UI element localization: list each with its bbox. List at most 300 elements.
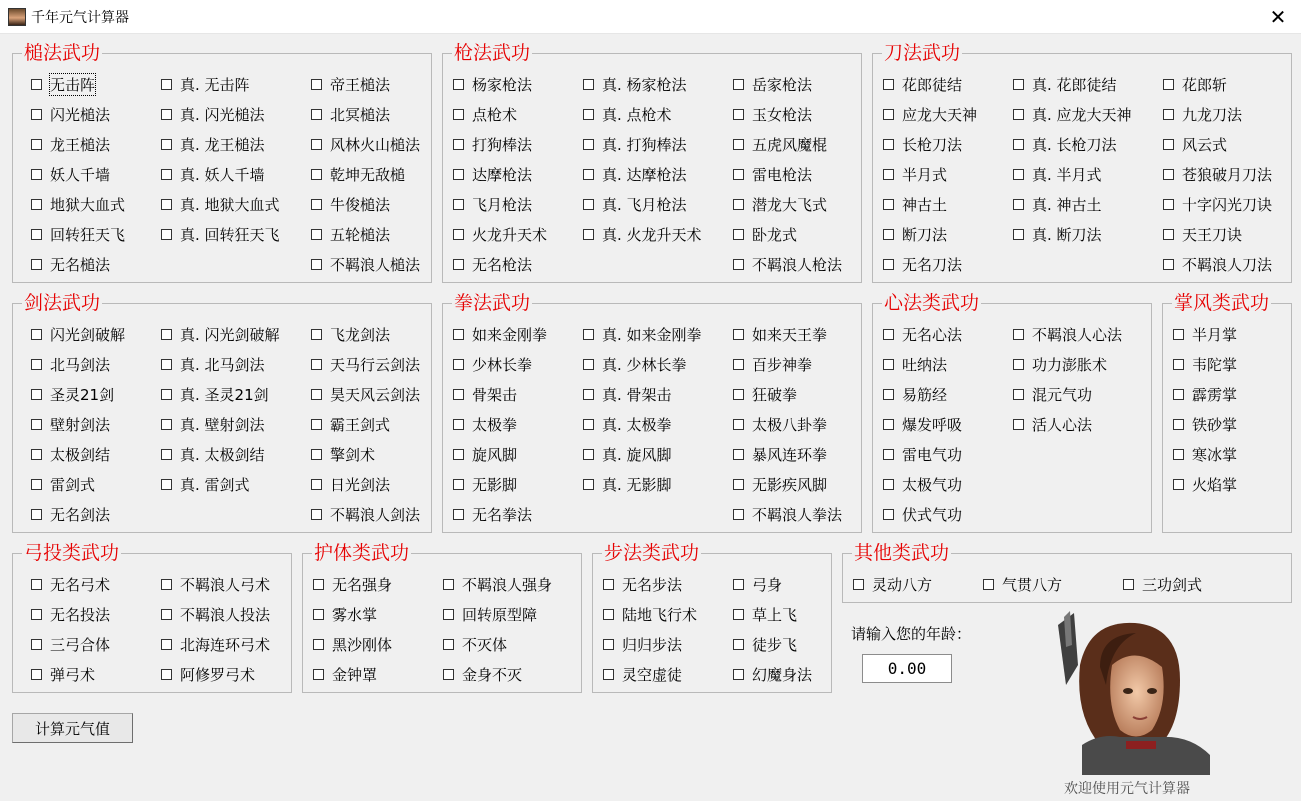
checkbox-box[interactable] (1013, 359, 1024, 370)
skill-checkbox[interactable] (1013, 324, 1122, 344)
checkbox-box[interactable] (583, 139, 594, 150)
checkbox-box[interactable] (1013, 389, 1024, 400)
skill-checkbox[interactable] (31, 604, 110, 624)
checkbox-box[interactable] (1013, 199, 1024, 210)
checkbox-box[interactable] (31, 669, 42, 680)
checkbox-box[interactable] (31, 199, 42, 210)
skill-checkbox[interactable] (161, 604, 270, 624)
checkbox-box[interactable] (883, 329, 894, 340)
checkbox-box[interactable] (311, 229, 322, 240)
skill-checkbox[interactable] (883, 474, 962, 494)
checkbox-box[interactable] (1163, 109, 1174, 120)
checkbox-box[interactable] (883, 199, 894, 210)
checkbox-label: 太极八卦拳 (752, 415, 828, 434)
skill-checkbox[interactable] (883, 224, 947, 244)
checkbox-box[interactable] (1163, 229, 1174, 240)
skill-checkbox[interactable] (733, 604, 797, 624)
skill-checkbox[interactable] (603, 664, 682, 684)
skill-checkbox[interactable] (733, 224, 797, 244)
checkbox-box[interactable] (883, 479, 894, 490)
checkbox-box[interactable] (453, 199, 464, 210)
checkbox-box[interactable] (453, 79, 464, 90)
skill-checkbox[interactable] (311, 194, 390, 214)
skill-checkbox[interactable] (311, 224, 390, 244)
checkbox-box[interactable] (883, 359, 894, 370)
checkbox-box[interactable] (1173, 389, 1184, 400)
checkbox-box[interactable] (733, 359, 744, 370)
skill-checkbox[interactable] (1163, 134, 1227, 154)
checkbox-box[interactable] (31, 329, 42, 340)
skill-checkbox[interactable] (161, 164, 265, 184)
skill-checkbox[interactable] (733, 164, 812, 184)
skill-checkbox[interactable] (31, 384, 114, 404)
skill-checkbox[interactable] (31, 254, 110, 274)
skill-checkbox[interactable] (1013, 164, 1102, 184)
checkbox-box[interactable] (733, 479, 744, 490)
checkbox-box[interactable] (883, 419, 894, 430)
checkbox-box[interactable] (1173, 329, 1184, 340)
checkbox-box[interactable] (733, 109, 744, 120)
checkbox-box[interactable] (31, 229, 42, 240)
skill-checkbox[interactable] (161, 104, 265, 124)
skill-checkbox[interactable] (453, 164, 532, 184)
checkbox-box[interactable] (583, 449, 594, 460)
skill-checkbox[interactable] (733, 254, 842, 274)
checkbox-box[interactable] (161, 669, 172, 680)
checkbox-box[interactable] (983, 579, 994, 590)
skill-checkbox[interactable] (1013, 104, 1132, 124)
skill-checkbox[interactable] (733, 474, 827, 494)
skill-checkbox[interactable] (1173, 354, 1237, 374)
skill-checkbox[interactable] (311, 324, 390, 344)
skill-checkbox[interactable] (161, 134, 265, 154)
checkbox-box[interactable] (31, 79, 42, 90)
checkbox-box[interactable] (161, 639, 172, 650)
skill-checkbox[interactable] (311, 164, 405, 184)
checkbox-box[interactable] (161, 109, 172, 120)
skill-checkbox[interactable] (733, 324, 827, 344)
skill-checkbox[interactable] (443, 664, 522, 684)
skill-checkbox[interactable] (1173, 324, 1237, 344)
skill-checkbox[interactable] (1013, 74, 1117, 94)
checkbox-box[interactable] (733, 579, 744, 590)
checkbox-box[interactable] (161, 229, 172, 240)
skill-checkbox[interactable] (733, 74, 812, 94)
checkbox-box[interactable] (603, 669, 614, 680)
skill-checkbox[interactable] (161, 634, 270, 654)
checkbox-box[interactable] (853, 579, 864, 590)
skill-checkbox[interactable] (853, 574, 932, 594)
checkbox-box[interactable] (1013, 109, 1024, 120)
checkbox-box[interactable] (603, 609, 614, 620)
checkbox-label: 地狱大血式 (50, 195, 126, 214)
skill-checkbox[interactable] (883, 384, 947, 404)
skill-checkbox[interactable] (161, 444, 265, 464)
calculate-button[interactable]: 计算元气值 (12, 713, 133, 743)
checkbox-box[interactable] (733, 639, 744, 650)
checkbox-box[interactable] (733, 139, 744, 150)
checkbox-box[interactable] (31, 109, 42, 120)
checkbox-box[interactable] (733, 449, 744, 460)
checkbox-box[interactable] (161, 609, 172, 620)
skill-checkbox[interactable] (161, 224, 280, 244)
checkbox-box[interactable] (31, 639, 42, 650)
skill-checkbox[interactable] (583, 74, 687, 94)
checkbox-box[interactable] (161, 359, 172, 370)
checkbox-box[interactable] (883, 169, 894, 180)
skill-checkbox[interactable] (1013, 414, 1092, 434)
skill-checkbox[interactable] (583, 104, 672, 124)
skill-checkbox[interactable] (733, 354, 812, 374)
skill-checkbox[interactable] (1173, 384, 1237, 404)
checkbox-label: 天王刀诀 (1182, 225, 1243, 244)
skill-checkbox[interactable] (583, 194, 687, 214)
skill-checkbox[interactable] (31, 504, 110, 524)
skill-checkbox[interactable] (31, 194, 125, 214)
checkbox-box[interactable] (1123, 579, 1134, 590)
checkbox-box[interactable] (583, 229, 594, 240)
skill-checkbox[interactable] (883, 134, 962, 154)
checkbox-box[interactable] (883, 449, 894, 460)
checkbox-box[interactable] (453, 479, 464, 490)
skill-checkbox[interactable] (443, 604, 537, 624)
skill-checkbox[interactable] (603, 604, 697, 624)
skill-checkbox[interactable] (453, 324, 547, 344)
skill-checkbox[interactable] (733, 634, 797, 654)
checkbox-box[interactable] (311, 509, 322, 520)
skill-checkbox[interactable] (733, 194, 827, 214)
checkbox-box[interactable] (1173, 359, 1184, 370)
skill-checkbox[interactable] (31, 574, 110, 594)
skill-checkbox[interactable] (583, 414, 672, 434)
checkbox-box[interactable] (583, 79, 594, 90)
checkbox-box[interactable] (31, 139, 42, 150)
checkbox-box[interactable] (733, 199, 744, 210)
checkbox-box[interactable] (1163, 139, 1174, 150)
skill-checkbox[interactable] (733, 134, 827, 154)
skill-checkbox[interactable] (161, 74, 250, 94)
checkbox-box[interactable] (311, 79, 322, 90)
checkbox-box[interactable] (1013, 139, 1024, 150)
skill-checkbox[interactable] (883, 354, 947, 374)
checkbox-box[interactable] (453, 329, 464, 340)
skill-checkbox[interactable] (883, 504, 962, 524)
skill-checkbox[interactable] (583, 444, 672, 464)
skill-checkbox[interactable] (883, 194, 947, 214)
skill-checkbox[interactable] (311, 414, 390, 434)
checkbox-box[interactable] (31, 259, 42, 270)
checkbox-box[interactable] (1013, 419, 1024, 430)
skill-checkbox[interactable] (1163, 104, 1242, 124)
skill-checkbox[interactable] (161, 574, 270, 594)
skill-checkbox[interactable] (161, 354, 265, 374)
checkbox-box[interactable] (31, 359, 42, 370)
checkbox-box[interactable] (313, 639, 324, 650)
checkbox-box[interactable] (583, 359, 594, 370)
checkbox-box[interactable] (883, 229, 894, 240)
checkbox-box[interactable] (583, 479, 594, 490)
skill-checkbox[interactable] (161, 474, 250, 494)
checkbox-box[interactable] (453, 389, 464, 400)
checkbox-box[interactable] (583, 109, 594, 120)
checkbox-box[interactable] (1013, 169, 1024, 180)
checkbox-box[interactable] (1163, 259, 1174, 270)
skill-checkbox[interactable] (311, 384, 420, 404)
checkbox-box[interactable] (1173, 449, 1184, 460)
checkbox-box[interactable] (311, 329, 322, 340)
checkbox-box[interactable] (311, 169, 322, 180)
checkbox-box[interactable] (161, 329, 172, 340)
checkbox-box[interactable] (31, 169, 42, 180)
checkbox-box[interactable] (443, 609, 454, 620)
skill-checkbox[interactable] (31, 134, 110, 154)
checkbox-box[interactable] (1163, 79, 1174, 90)
skill-checkbox[interactable] (603, 634, 682, 654)
checkbox-box[interactable] (443, 579, 454, 590)
checkbox-box[interactable] (161, 389, 172, 400)
checkbox-box[interactable] (733, 389, 744, 400)
checkbox-box[interactable] (603, 639, 614, 650)
skill-checkbox[interactable] (1163, 194, 1272, 214)
checkbox-box[interactable] (31, 389, 42, 400)
skill-checkbox[interactable] (31, 444, 110, 464)
checkbox-label: 北海连环弓术 (180, 635, 271, 654)
checkbox-label: 应龙大天神 (902, 105, 978, 124)
checkbox-box[interactable] (311, 109, 322, 120)
skill-checkbox[interactable] (313, 634, 392, 654)
skill-checkbox[interactable] (313, 664, 377, 684)
skill-checkbox[interactable] (583, 134, 687, 154)
checkbox-box[interactable] (31, 449, 42, 460)
skill-checkbox[interactable] (311, 474, 390, 494)
checkbox-box[interactable] (313, 579, 324, 590)
checkbox-box[interactable] (311, 139, 322, 150)
skill-checkbox[interactable] (453, 414, 517, 434)
checkbox-box[interactable] (583, 419, 594, 430)
skill-checkbox[interactable] (161, 324, 280, 344)
skill-checkbox[interactable] (31, 634, 110, 654)
skill-checkbox[interactable] (311, 104, 390, 124)
checkbox-box[interactable] (453, 169, 464, 180)
checkbox-box[interactable] (733, 79, 744, 90)
skill-checkbox[interactable] (883, 444, 962, 464)
skill-checkbox[interactable] (31, 104, 110, 124)
skill-checkbox[interactable] (1013, 134, 1117, 154)
checkbox-box[interactable] (161, 419, 172, 430)
checkbox-box[interactable] (733, 169, 744, 180)
checkbox-box[interactable] (453, 109, 464, 120)
checkbox-label: 风云式 (1182, 135, 1228, 154)
skill-checkbox[interactable] (883, 104, 977, 124)
title-bar (0, 0, 1301, 34)
skill-checkbox[interactable] (453, 384, 517, 404)
checkbox-label: 真. 杨家枪法 (602, 75, 687, 94)
skill-checkbox[interactable] (31, 224, 125, 244)
checkbox-box[interactable] (1163, 199, 1174, 210)
skill-checkbox[interactable] (583, 324, 702, 344)
skill-checkbox[interactable] (1123, 574, 1202, 594)
skill-checkbox[interactable] (1013, 194, 1102, 214)
skill-checkbox[interactable] (161, 384, 269, 404)
checkbox-label: 金身不灭 (462, 665, 523, 684)
close-button[interactable]: ✕ (1269, 4, 1287, 29)
checkbox-box[interactable] (161, 449, 172, 460)
skill-checkbox[interactable] (1163, 164, 1272, 184)
checkbox-box[interactable] (453, 259, 464, 270)
skill-checkbox[interactable] (603, 574, 682, 594)
age-input[interactable]: 0.00 (862, 654, 952, 683)
checkbox-box[interactable] (883, 259, 894, 270)
checkbox-box[interactable] (311, 359, 322, 370)
checkbox-box[interactable] (583, 389, 594, 400)
checkbox-box[interactable] (1013, 229, 1024, 240)
skill-checkbox[interactable] (733, 414, 827, 434)
checkbox-box[interactable] (583, 329, 594, 340)
skill-checkbox[interactable] (883, 74, 962, 94)
checkbox-box[interactable] (1013, 329, 1024, 340)
checkbox-box[interactable] (883, 389, 894, 400)
checkbox-box[interactable] (733, 419, 744, 430)
checkbox-box[interactable] (883, 109, 894, 120)
checkbox-box[interactable] (161, 579, 172, 590)
checkbox-box[interactable] (161, 139, 172, 150)
checkbox-box[interactable] (311, 479, 322, 490)
skill-checkbox[interactable] (583, 354, 687, 374)
checkbox-box[interactable] (883, 139, 894, 150)
skill-checkbox[interactable] (31, 74, 95, 94)
skill-checkbox[interactable] (733, 664, 812, 684)
checkbox-box[interactable] (311, 389, 322, 400)
checkbox-box[interactable] (453, 359, 464, 370)
skill-checkbox[interactable] (1163, 254, 1272, 274)
skill-checkbox[interactable] (453, 504, 532, 524)
skill-checkbox[interactable] (453, 254, 532, 274)
skill-checkbox[interactable] (31, 414, 110, 434)
checkbox-box[interactable] (313, 669, 324, 680)
checkbox-box[interactable] (733, 509, 744, 520)
skill-checkbox[interactable] (1173, 414, 1237, 434)
checkbox-box[interactable] (733, 609, 744, 620)
skill-checkbox[interactable] (311, 354, 420, 374)
skill-checkbox[interactable] (453, 444, 517, 464)
checkbox-box[interactable] (453, 139, 464, 150)
checkbox-box[interactable] (313, 609, 324, 620)
skill-checkbox[interactable] (311, 74, 390, 94)
skill-checkbox[interactable] (733, 104, 812, 124)
skill-checkbox[interactable] (31, 474, 95, 494)
skill-checkbox[interactable] (883, 324, 962, 344)
skill-checkbox[interactable] (733, 384, 797, 404)
skill-checkbox[interactable] (983, 574, 1062, 594)
checkbox-box[interactable] (1173, 419, 1184, 430)
skill-checkbox[interactable] (31, 324, 125, 344)
checkbox-box[interactable] (311, 199, 322, 210)
skill-checkbox[interactable] (453, 74, 532, 94)
checkbox-box[interactable] (31, 509, 42, 520)
checkbox-box[interactable] (733, 229, 744, 240)
checkbox-box[interactable] (733, 259, 744, 270)
checkbox-box[interactable] (883, 509, 894, 520)
skill-checkbox[interactable] (311, 134, 420, 154)
skill-checkbox[interactable] (161, 194, 280, 214)
checkbox-box[interactable] (31, 609, 42, 620)
checkbox-box[interactable] (583, 169, 594, 180)
skill-checkbox[interactable] (31, 354, 110, 374)
checkbox-box[interactable] (311, 419, 322, 430)
skill-checkbox[interactable] (583, 474, 672, 494)
checkbox-box[interactable] (1173, 479, 1184, 490)
skill-checkbox[interactable] (583, 164, 687, 184)
checkbox-box[interactable] (883, 79, 894, 90)
skill-checkbox[interactable] (161, 664, 255, 684)
skill-checkbox[interactable] (443, 634, 507, 654)
skill-checkbox[interactable] (583, 224, 702, 244)
checkbox-box[interactable] (583, 199, 594, 210)
skill-checkbox[interactable] (453, 104, 517, 124)
skill-checkbox[interactable] (311, 504, 420, 524)
checkbox-box[interactable] (453, 509, 464, 520)
skill-checkbox[interactable] (443, 574, 552, 594)
skill-checkbox[interactable] (1013, 354, 1107, 374)
skill-checkbox[interactable] (583, 384, 672, 404)
checkbox-box[interactable] (161, 199, 172, 210)
checkbox-box[interactable] (443, 669, 454, 680)
checkbox-box[interactable] (311, 259, 322, 270)
skill-checkbox[interactable] (311, 444, 375, 464)
skill-checkbox[interactable] (161, 414, 265, 434)
skill-checkbox[interactable] (313, 574, 392, 594)
skill-checkbox[interactable] (883, 414, 962, 434)
checkbox-box[interactable] (31, 419, 42, 430)
checkbox-box[interactable] (1163, 169, 1174, 180)
checkbox-box[interactable] (31, 579, 42, 590)
checkbox-box[interactable] (161, 479, 172, 490)
checkbox-box[interactable] (161, 79, 172, 90)
checkbox-box[interactable] (443, 639, 454, 650)
skill-checkbox[interactable] (1013, 224, 1102, 244)
checkbox-box[interactable] (311, 449, 322, 460)
checkbox-box[interactable] (453, 229, 464, 240)
skill-checkbox[interactable] (31, 664, 95, 684)
checkbox-box[interactable] (453, 419, 464, 430)
skill-checkbox[interactable] (733, 504, 842, 524)
checkbox-box[interactable] (161, 169, 172, 180)
skill-checkbox[interactable] (733, 444, 827, 464)
skill-checkbox[interactable] (1013, 384, 1092, 404)
skill-checkbox[interactable] (453, 194, 532, 214)
skill-checkbox[interactable] (313, 604, 377, 624)
checkbox-box[interactable] (603, 579, 614, 590)
checkbox-box[interactable] (1013, 79, 1024, 90)
skill-checkbox[interactable] (1163, 224, 1242, 244)
skill-checkbox[interactable] (1173, 474, 1237, 494)
skill-checkbox[interactable] (311, 254, 420, 274)
skill-checkbox[interactable] (883, 254, 962, 274)
skill-checkbox[interactable] (453, 354, 532, 374)
skill-checkbox[interactable] (1173, 444, 1237, 464)
skill-checkbox[interactable] (733, 574, 782, 594)
skill-checkbox[interactable] (31, 164, 110, 184)
skill-checkbox[interactable] (453, 134, 532, 154)
skill-checkbox[interactable] (453, 474, 517, 494)
checkbox-box[interactable] (733, 329, 744, 340)
checkbox-box[interactable] (453, 449, 464, 460)
checkbox-box[interactable] (733, 669, 744, 680)
skill-checkbox[interactable] (883, 164, 947, 184)
skill-checkbox[interactable] (1163, 74, 1227, 94)
checkbox-box[interactable] (31, 479, 42, 490)
skill-checkbox[interactable] (453, 224, 547, 244)
